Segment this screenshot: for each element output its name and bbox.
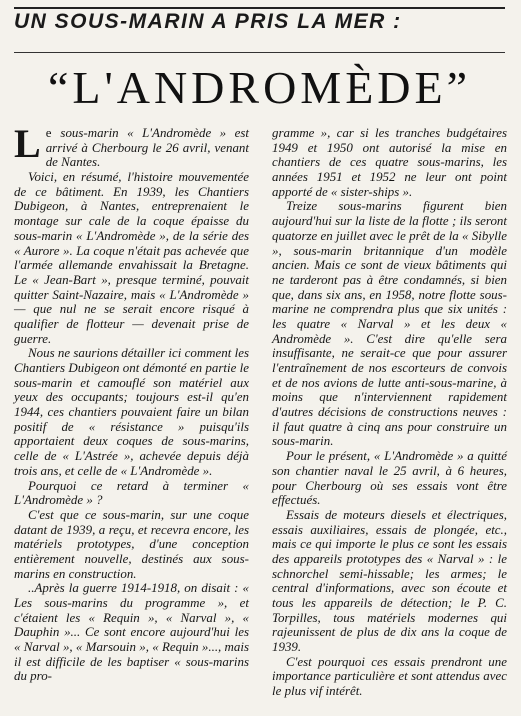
- paragraph: C'est pourquoi ces essais prendront une importance particulière et sont attendus avec le plus vif intérêt.: [272, 653, 507, 699]
- paragraph: gramme », car si les tranches budgétaires 1949 et 1950 ont autorisé la mise en chantiers de ces quatre sous-marins, les années 1951 et 1952 ne leur ont point apporté de « sister-ships ».: [272, 125, 507, 199]
- lead-word: e: [45, 125, 52, 140]
- article-headline: “L'ANDROMÈDE”: [47, 62, 472, 113]
- paragraph: Essais de moteurs diesels et électriques, essais auxiliaires, essais de plongée, etc., mais ce qui importe le plus ce sont les essais des appareils prototypes des « Narval » : le schnorchel semi-hissable; les armes; le central d'informations, avec son écoute et tous les appareils de détection; le P. C. Torpilles, tous matériels modernes qui rajeunissent de plus de dix ans la coque de 1939.: [272, 506, 507, 655]
- paragraph: ..Après la guerre 1914-1918, on disait : « Les sous-marins du programme », et c'étaient les « Requin », « Narval », « Dauphin »... Ce sont encore aujourd'hui les « Narval », « Marsouin », « Requin »..., mais il est difficile de les baptiser « sous-marins du pro-: [14, 580, 249, 684]
- paragraph: Pour le présent, « L'Andromède » a quitté son chantier naval le 25 avril, à 6 heures, pour Cherbourg où ses essais vont être effectués.: [272, 448, 507, 508]
- article-kicker: UN SOUS-MARIN A PRIS LA MER :: [14, 10, 402, 33]
- paragraph: Treize sous-marins figurent bien aujourd'hui sur la liste de la flotte ; ils seront quatorze en juillet avec le prêt de la « Sibylle », sous-marin britannique d'un modèle ancien. Mais ce sont de vieux bâtiments qui ne tarderont pas à être condamnés, si bien que, dans six ans, en 1958, notre flotte sous-marine ne comprendra plus que six unités : les quatre « Narval » et les deux « Andromède ». C'est dire qu'elle sera insuffisante, ne serait-ce que pour assurer l'entraînement de nos escorteurs de convois et de nos avions de lutte anti-sous-marine, à moins que n'interviennent rapidement d'autres décisions de constructions neuves : il faut quatre à cinq ans pour construire un sous-marin.: [272, 198, 507, 449]
- paragraph: C'est que ce sous-marin, sur une coque datant de 1939, a reçu, et recevra encore, les matériels prototypes, d'une conception entièrement nouvelle, destinés aux sous-marins en construction.: [14, 506, 249, 581]
- paragraph: Nous ne saurions détailler ici comment les Chantiers Dubigeon ont démonté en partie le sous-marin et camouflé son matériel aux yeux des occupants; toujours est-il qu'en 1944, ces chantiers pouvaient faire un bilan positif de « résistance » puisqu'ils apportaient deux coques de sous-marins, celle de « L'Astrée », achevée depuis déjà trois ans, et celle de « L'Andromède ».: [14, 345, 249, 478]
- paragraph: [14, 121, 249, 170]
- paragraph: Pourquoi ce retard à terminer « L'Andromède » ?: [14, 477, 249, 508]
- top-rule: [14, 7, 505, 9]
- article-column-left: [14, 121, 249, 684]
- article-column-right: [272, 126, 507, 699]
- drop-cap: L: [14, 121, 41, 166]
- kicker-underline: [14, 52, 505, 53]
- paragraph: Voici, en résumé, l'histoire mouvementée de ce bâtiment. En 1939, les Chantiers Dubigeon, à Nantes, entreprenaient le montage sur cale de la coque épaisse du sous-marin « L'Andromède », de la série des « Aurore ». La coque n'était pas achevée que l'armée allemande envahissait la Bretagne. Le « Jean-Bart », presque terminé, pouvait quitter Saint-Nazaire, mais « L'Andromède » — que nul ne se serait encore risqué à qualifier de flotteur — devenait prise de guerre.: [14, 169, 249, 346]
- paragraph-text: sous-marin « L'Andromède » est arrivé à Cherbourg le 26 avril, venant de Nantes.: [45, 125, 249, 170]
